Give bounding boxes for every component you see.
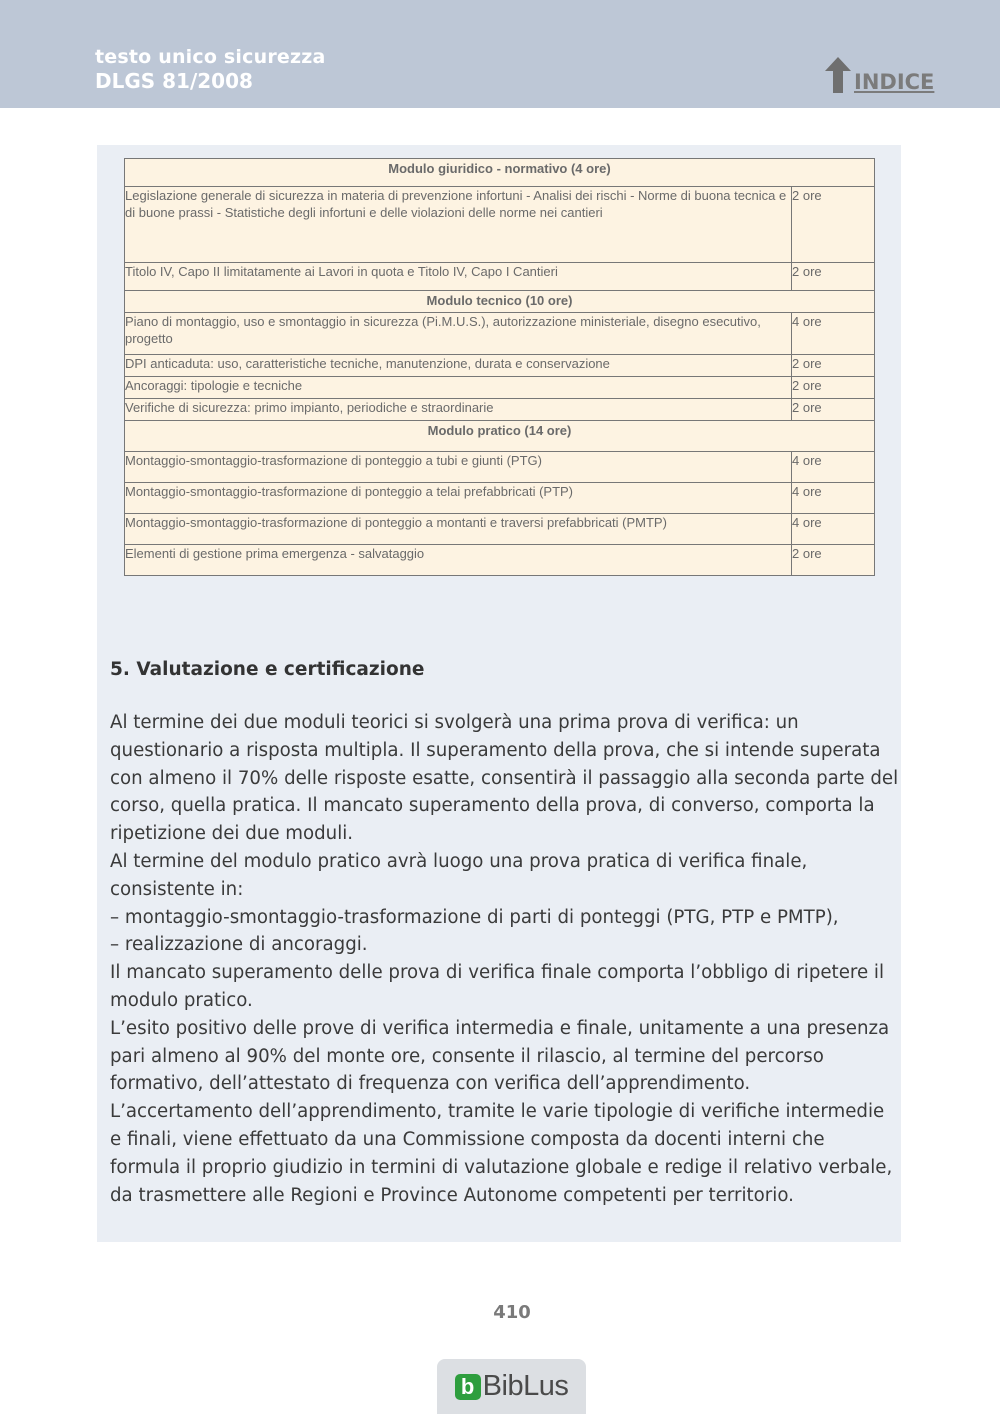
page-number: 410 <box>493 1302 531 1323</box>
list-item: – realizzazione di ancoraggi. <box>110 934 368 956</box>
biblus-logo-text: BibLus <box>482 1370 569 1402</box>
page-header <box>0 0 1000 108</box>
hours-cell: 2 ore <box>792 263 875 291</box>
module-title: Modulo pratico (14 ore) <box>125 421 875 452</box>
module-title: Modulo tecnico (10 ore) <box>125 291 875 313</box>
table-row <box>125 483 875 514</box>
hours-cell: 2 ore <box>792 355 875 377</box>
topic-cell: Titolo IV, Capo II limitatamente ai Lavori in quota e Titolo IV, Capo I Cantieri <box>125 263 792 291</box>
paragraph: Al termine del modulo pratico avrà luogo una prova pratica di verifica finale, consistente in: <box>110 850 808 900</box>
paragraph: L’accertamento dell’apprendimento, tramite le varie tipologie di verifiche intermedie e finali, viene effettuato da una Commissione composta da docenti interni che formula il proprio giudizio in termini di valutazione globale e redige il relativo verbale, da trasmettere alle Regioni e Province Autonome competenti per territorio. <box>110 1101 893 1206</box>
course-modules-table <box>124 158 875 576</box>
section-body <box>110 709 900 1209</box>
index-link[interactable] <box>824 54 934 94</box>
topic-cell: Montaggio-smontaggio-trasformazione di ponteggio a tubi e giunti (PTG) <box>125 452 792 483</box>
topic-cell: Montaggio-smontaggio-trasformazione di ponteggio a telai prefabbricati (PTP) <box>125 483 792 514</box>
module-header-row <box>125 291 875 313</box>
topic-cell: Ancoraggi: tipologie e tecniche <box>125 377 792 399</box>
hours-cell: 4 ore <box>792 483 875 514</box>
paragraph: L’esito positivo delle prove di verifica intermedia e finale, unitamente a una presenza pari almeno al 90% del monte ore, consente il rilascio, al termine del percorso formativo, dell’attestato di frequenza con verifica dell’apprendimento. <box>110 1017 890 1095</box>
module-title: Modulo giuridico - normativo (4 ore) <box>125 159 875 187</box>
list-item: – montaggio-smontaggio-trasformazione di parti di ponteggi (PTG, PTP e PMTP), <box>110 906 839 928</box>
module-header-row <box>125 159 875 187</box>
paragraph: Al termine dei due moduli teorici si svolgerà una prima prova di verifica: un questionario a risposta multipla. Il superamento della prova, che si intende superata con almeno il 70% delle risposte esatte, consentirà il passaggio alla seconda parte del corso, quella pratica. Il mancato superamento della prova, di converso, comporta la ripetizione dei due moduli. <box>110 712 899 845</box>
table-row <box>125 452 875 483</box>
header-title: testo unico sicurezza <box>95 46 326 68</box>
topic-cell: Montaggio-smontaggio-trasformazione di ponteggio a montanti e traversi prefabbricati (PMTP) <box>125 514 792 545</box>
topic-cell: Piano di montaggio, uso e smontaggio in sicurezza (Pi.M.U.S.), autorizzazione ministeriale, disegno esecutivo, progetto <box>125 313 792 355</box>
topic-cell: Verifiche di sicurezza: primo impianto, periodiche e straordinarie <box>125 399 792 421</box>
arrow-up-icon <box>824 56 852 94</box>
hours-cell: 2 ore <box>792 377 875 399</box>
table-row <box>125 545 875 576</box>
table-row <box>125 313 875 355</box>
table-row <box>125 355 875 377</box>
section-heading: 5. Valutazione e certificazione <box>110 659 425 680</box>
hours-cell: 4 ore <box>792 514 875 545</box>
hours-cell: 4 ore <box>792 452 875 483</box>
biblus-logo[interactable] <box>437 1359 586 1414</box>
topic-cell: Legislazione generale di sicurezza in materia di prevenzione infortuni - Analisi dei rischi - Norme di buona tecnica e di buone prassi - Statistiche degli infortuni e delle violazioni delle norme nei cantieri <box>125 187 792 263</box>
paragraph: Il mancato superamento delle prova di verifica finale comporta l’obbligo di ripetere il modulo pratico. <box>110 962 885 1011</box>
table-row <box>125 514 875 545</box>
topic-cell: Elementi di gestione prima emergenza - salvataggio <box>125 545 792 576</box>
table-row <box>125 263 875 291</box>
table-row <box>125 377 875 399</box>
index-link-label: INDICE <box>854 70 935 94</box>
hours-cell: 2 ore <box>792 545 875 576</box>
header-subtitle: DLGS 81/2008 <box>95 69 253 93</box>
biblus-logo-icon: b <box>455 1374 481 1400</box>
topic-cell: DPI anticaduta: uso, caratteristiche tecniche, manutenzione, durata e conservazione <box>125 355 792 377</box>
table-row <box>125 187 875 263</box>
hours-cell: 2 ore <box>792 187 875 263</box>
module-header-row <box>125 421 875 452</box>
hours-cell: 2 ore <box>792 399 875 421</box>
hours-cell: 4 ore <box>792 313 875 355</box>
table-row <box>125 399 875 421</box>
